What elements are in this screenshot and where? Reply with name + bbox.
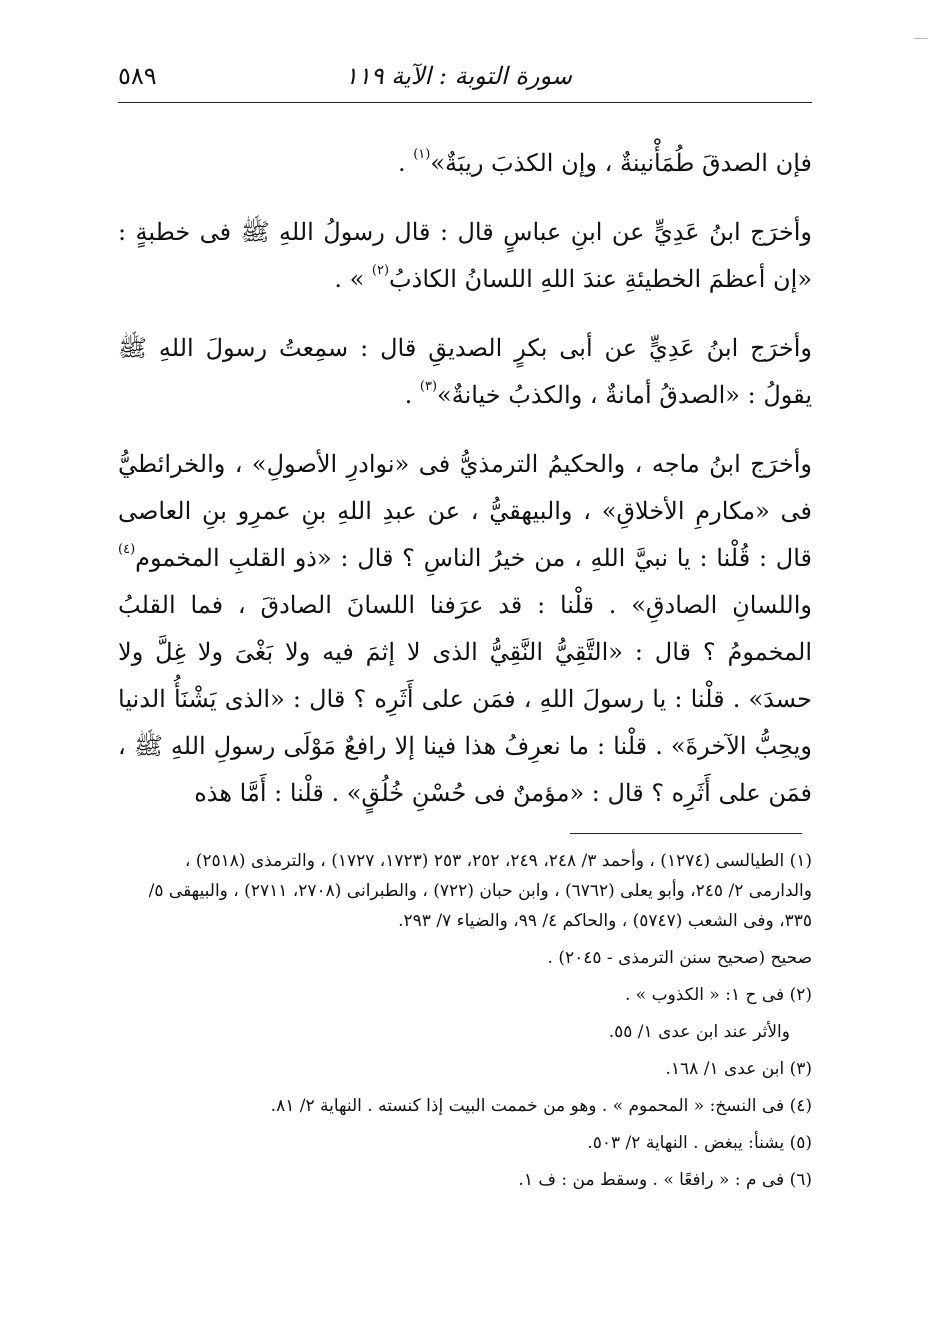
footnote-2-source: والأثر عند ابن عدى ١/ ٥٥.: [608, 1022, 790, 1042]
paragraph-2: [118, 209, 812, 303]
paragraph-text: وأخرَج ابنُ ماجه ، والحكيمُ الترمذيُّ فى «نوادرِ الأصولِ» ، والخرائطيُّ فى «مكارمِ الأخلاقِ» ، والبيهقيُّ ، عن عبدِ اللهِ بنِ عمرِو بنِ العاصى قال : قُلْنا : يا نبيَّ اللهِ ، من خيرُ الناسِ ؟ قال : «ذو القلبِ المخموم: [118, 450, 812, 572]
footnote-marker: (٤): [118, 542, 136, 557]
footnote-3: (٣) ابن عدى ١/ ١٦٨.: [665, 1059, 812, 1079]
header-surah-title: سورة التوبة : الآية ١١٩: [344, 62, 572, 90]
footnote-marker: (٣): [419, 379, 438, 394]
running-header: [118, 60, 812, 100]
paragraph-text: فإن الصدقَ طُمَأْنينةٌ ، وإن الكذبَ ريبَةٌ»: [430, 149, 812, 177]
paragraph-tail: واللسانِ الصادقِ» . قلْنا : قد عرَفنا اللسانَ الصادقَ ، فما القلبُ المخمومُ ؟ قال : «التَّقِيُّ النَّقِيُّ الذى لا إثمَ فيه ولا بَغْىَ ولا غِلَّ ولا حسدَ» . قلْنا : يا رسولَ اللهِ ، فمَن على أَثَرِه ؟ قال : «الذى يَشْنَأُ الدنيا ويحِبُّ الآخرةَ» . قلْنا : ما نعرِفُ هذا فينا إلا رافعٌ مَوْلَى رسولِ اللهِ ﷺ ، فمَن على أَثَرِه ؟ قال : «مؤمنٌ فى حُسْنِ خُلُقٍ» . قلْنا : أَمَّا هذه: [118, 591, 812, 807]
page-number: ٥٨٩: [118, 62, 157, 90]
footnote-5: (٥) يشنأ: يبغض . النهاية ٢/ ٥٠٣.: [587, 1133, 812, 1153]
paragraph-text: وأخرَج ابنُ عَدِيٍّ عن أبى بكرٍ الصديقِ قال : سمِعتُ رسولَ اللهِ ﷺ يقولُ : «الصدقُ أمانةٌ ، والكذبُ خيانةٌ»: [118, 334, 812, 409]
paragraph-text: وأخرَج ابنُ عَدِيٍّ عن ابنِ عباسٍ قال : قال رسولُ اللهِ ﷺ فى خطبةٍ : «إن أعظمَ الخطيئةِ عندَ اللهِ اللسانُ الكاذبُ: [118, 218, 812, 293]
footnote-1-grading: صحيح (صحيح سنن الترمذى - ٢٠٤٥) .: [547, 948, 812, 968]
paragraph-tail: .: [397, 149, 414, 177]
header-rule: [118, 102, 812, 103]
footnote-4: (٤) فى النسخ: « المحموم » . وهو من خممت البيت إذا كنسته . النهاية ٢/ ٨١.: [270, 1096, 812, 1116]
paragraph-tail: .: [404, 381, 420, 409]
paragraph-4: [118, 441, 812, 817]
paragraph-tail: » .: [334, 265, 372, 293]
footnote-rule: [570, 833, 802, 834]
footnotes: [118, 846, 812, 1202]
paragraph-3: [118, 325, 812, 419]
footnote-1: (١) الطيالسى (١٢٧٤) ، وأحمد ٣/ ٢٤٨، ٢٤٩، ٢٥٢، ٢٥٣ (١٧٢٣، ١٧٢٧) ، والترمذى (٢٥١٨) ، والدارمى ٢/ ٢٤٥، وأبو يعلى (٦٧٦٢) ، وابن حبان (٧٢٢) ، والطبرانى (٢٧٠٨، ٢٧١١) ، والبيهقى ٥/ ٣٣٥، وفى الشعب (٥٧٤٧) ، والحاكم ٤/ ٩٩، والضياء ٧/ ٢٩٣.: [148, 851, 812, 931]
footnote-2: (٢) فى ح ١: « الكذوب » .: [624, 985, 812, 1005]
footnote-6: (٦) فى م : « رافعًا » . وسقط من : ف ١.: [518, 1170, 812, 1190]
footnote-marker: (٢): [371, 263, 390, 278]
scan-edge-mark: [914, 38, 928, 39]
footnote-marker: (١): [413, 147, 431, 162]
main-text: [118, 140, 812, 839]
paragraph-1: [118, 140, 812, 187]
